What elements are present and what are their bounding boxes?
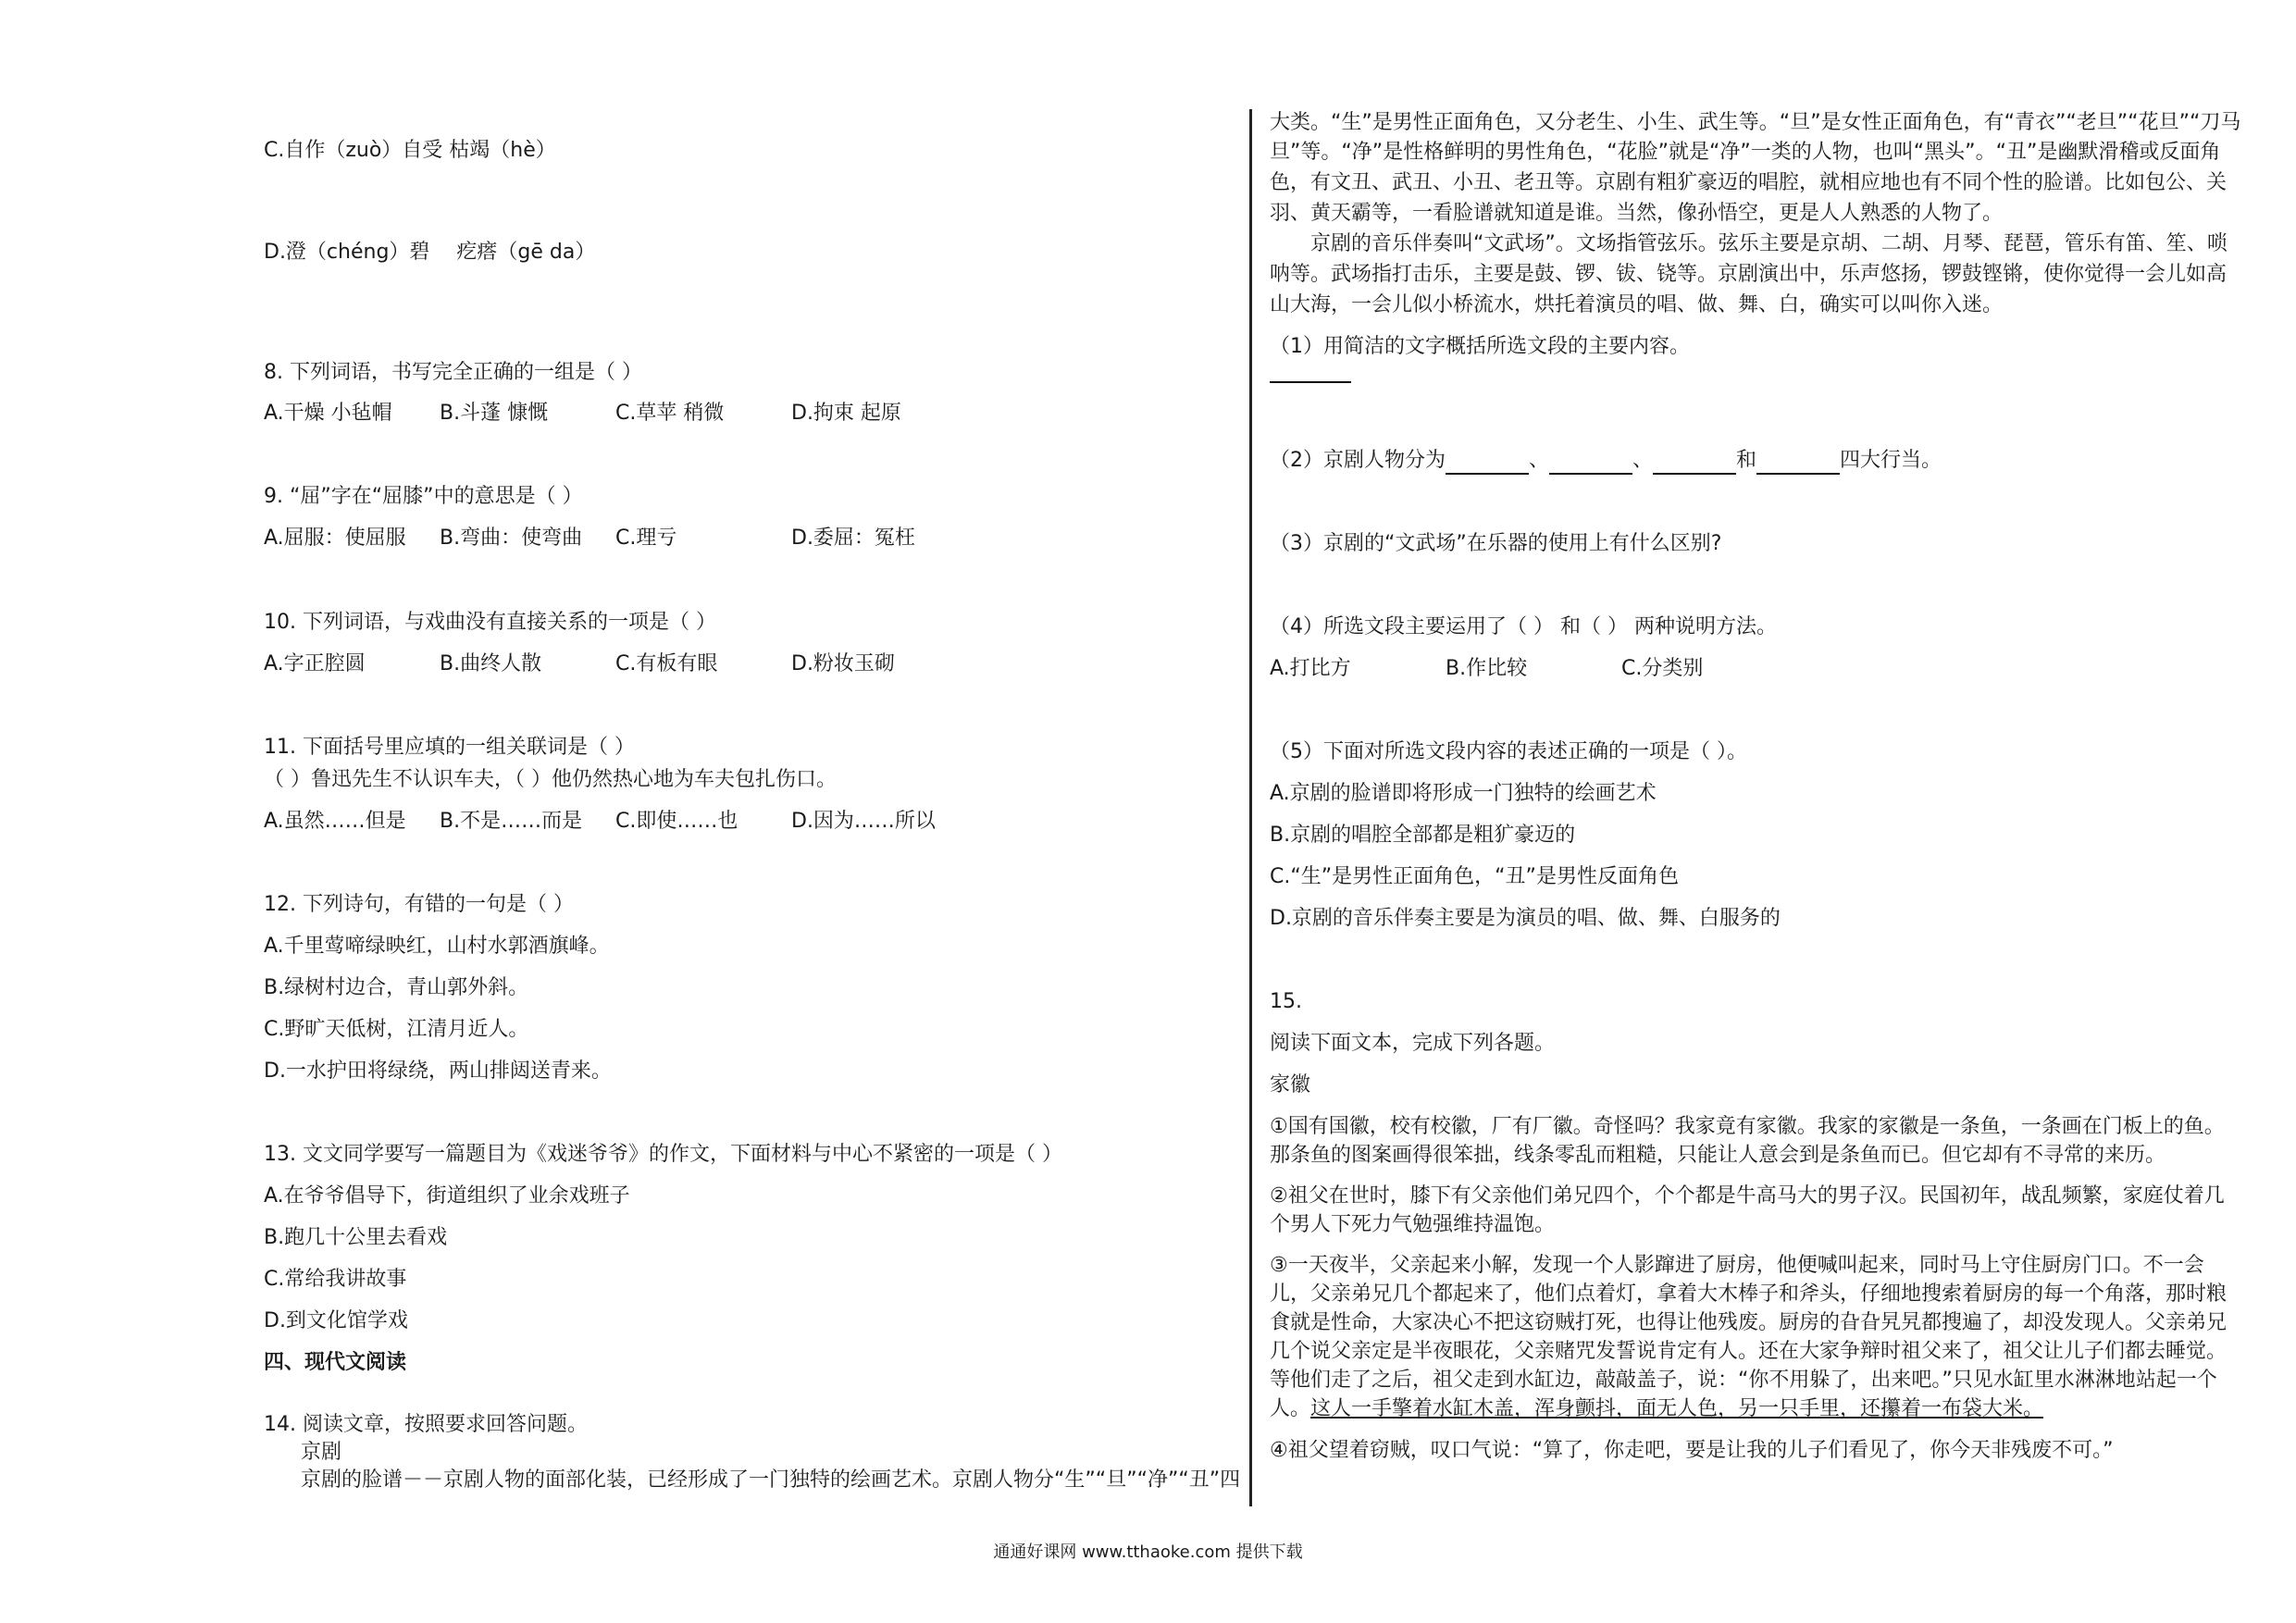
paragraph-3-line: ③一天夜半，父亲起来小解，发现一个人影蹿进了厨房，他便喊叫起来，同时马上守住厨房门口。不一会: [1270, 1254, 2204, 1277]
paragraph-4: ④祖父望着窃贼，叹口气说：“算了，你走吧，要是让我的儿子们看见了，你今天非残废不可。”: [1270, 1439, 2114, 1462]
sq5-option-d: D.京剧的音乐伴奏主要是为演员的唱、做、舞、白服务的: [1270, 907, 1781, 930]
subquestion-2: [1270, 447, 1942, 475]
q10-option-d: D.粉妆玉砌: [791, 652, 895, 675]
q12-option-a: A.千里莺啼绿映红，山村水郭酒旗峰。: [264, 935, 610, 958]
answer-blank-line[interactable]: [1270, 381, 1351, 383]
paragraph-3-line: 儿，父亲弟兄几个都起来了，他们点着灯，拿着大木棒子和斧头，仔细地搜索着厨房的每一个角落，那时粮: [1270, 1282, 2228, 1306]
q7-option-d: D.澄（chéng）碧 疙瘩（gē da）: [264, 241, 596, 264]
paragraph-3-last-line: [1270, 1395, 2043, 1423]
passage-line: 呐等。武场指打击乐，主要是鼓、锣、钹、铙等。京剧演出中，乐声悠扬，锣鼓铿锵，使你觉得一会儿如高: [1270, 263, 2228, 286]
answer-blank-4[interactable]: [1756, 454, 1840, 475]
passage-line: 色，有文丑、武丑、小丑、老丑等。京剧有粗犷豪迈的唱腔，就相应地也有不同个性的脸谱。比如包公、关: [1270, 171, 2228, 194]
q11-option-b: B.不是……而是: [440, 810, 583, 833]
q13-option-a: A.在爷爷倡导下，街道组织了业余戏班子: [264, 1184, 630, 1208]
q15-stem: 阅读下面文本，完成下列各题。: [1270, 1032, 1556, 1055]
answer-blank-3[interactable]: [1653, 454, 1736, 475]
q11-option-c: C.即使……也: [615, 810, 738, 833]
q9-option-d: D.委屈：冤枉: [791, 527, 915, 550]
sq5-option-c: C.“生”是男性正面角色，“丑”是男性反面角色: [1270, 865, 1679, 888]
subquestion-5: （5）下面对所选文段内容的表述正确的一项是（ ）。: [1270, 740, 1747, 763]
sq4-option-a: A.打比方: [1270, 657, 1351, 680]
q10-option-a: A.字正腔圆: [264, 652, 366, 675]
p3-last-plain: 人。: [1270, 1397, 1311, 1420]
q10-stem: 10. 下列词语，与戏曲没有直接关系的一项是（ ）: [264, 611, 716, 634]
q8-option-d: D.拘束 起原: [791, 402, 901, 425]
q10-option-c: C.有板有眼: [615, 652, 718, 675]
q15-number: 15.: [1270, 990, 1302, 1013]
paragraph-2-line: 个男人下死力气勉强维持温饱。: [1270, 1213, 1556, 1236]
q14-passage-line: 京剧的脸谱－－京剧人物的面部化装，已经形成了一门独特的绘画艺术。京剧人物分“生”“旦”“净”“丑”四: [301, 1468, 1241, 1492]
paragraph-3-line: 等他们走了之后，祖父走到水缸边，敲敲盖子，说：“你不用躲了，出来吧。”只见水缸里水淋淋地站起一个: [1270, 1369, 2217, 1392]
passage-line: 京剧的音乐伴奏叫“文武场”。文场指管弦乐。弦乐主要是京胡、二胡、月琴、琵琶，管乐有笛、笙、唢: [1270, 232, 2228, 255]
paragraph-3-line: 食就是性命，大家决心不把这窃贼打死，也得让他残废。厨房的旮旮旯旯都搜遍了，却没发现人。父亲弟兄: [1270, 1311, 2228, 1334]
q9-option-a: A.屈服：使屈服: [264, 527, 406, 550]
q8-option-a: A.干燥 小毡帽: [264, 402, 392, 425]
passage-line: 羽、黄天霸等，一看脸谱就知道是谁。当然，像孙悟空，更是人人熟悉的人物了。: [1270, 202, 2004, 225]
q11-sentence: （ ）鲁迅先生不认识车夫，（ ）他仍然热心地为车夫包扎伤口。: [264, 768, 837, 791]
sq2-separator: 、: [1529, 449, 1550, 472]
q12-option-b: B.绿树村边合，青山郭外斜。: [264, 976, 529, 999]
answer-blank-1[interactable]: [1446, 454, 1529, 475]
subquestion-3: （3）京剧的“文武场”在乐器的使用上有什么区别?: [1270, 532, 1722, 555]
q13-option-c: C.常给我讲故事: [264, 1268, 407, 1291]
q9-stem: 9. “屈”字在“屈膝”中的意思是（ ）: [264, 485, 583, 508]
q8-option-b: B.斗蓬 慷慨: [440, 402, 549, 425]
q8-stem: 8. 下列词语，书写完全正确的一组是（ ）: [264, 361, 642, 384]
q10-option-b: B.曲终人散: [440, 652, 542, 675]
p3-underlined-sentence: 这人一手擎着水缸木盖，浑身颤抖，面无人色，另一只手里，还攥着一布袋大米。: [1310, 1397, 2044, 1420]
q13-option-b: B.跑几十公里去看戏: [264, 1226, 448, 1249]
q7-option-c: C.自作（zuò）自受 枯竭（hè）: [264, 139, 556, 162]
answer-blank-2[interactable]: [1549, 454, 1632, 475]
q14-stem: 14. 阅读文章，按照要求回答问题。: [264, 1413, 588, 1436]
paragraph-3-line: 几个说父亲定是半夜眼花，父亲赌咒发誓说肯定有人。还在大家争辩时祖父来了，祖父让儿子们都去睡觉。: [1270, 1340, 2228, 1363]
passage-line: 大类。“生”是男性正面角色，又分老生、小生、武生等。“旦”是女性正面角色，有“青衣”“老旦”“花旦”“刀马: [1270, 111, 2241, 134]
paragraph-1-line: ①国有国徽，校有校徽，厂有厂徽。奇怪吗？我家竟有家徽。我家的家徽是一条鱼，一条画在门板上的鱼。: [1270, 1115, 2225, 1138]
q11-option-a: A.虽然……但是: [264, 810, 406, 833]
sq5-option-a: A.京剧的脸谱即将形成一门独特的绘画艺术: [1270, 782, 1657, 805]
passage-line: 旦”等。“净”是性格鲜明的男性角色，“花脸”就是“净”一类的人物，也叫“黑头”。“丑”是幽默滑稽或反面角: [1270, 141, 2221, 164]
sq4-option-b: B.作比较: [1446, 657, 1528, 680]
passage-line: 山大海，一会儿似小桥流水，烘托着演员的唱、做、舞、白，确实可以叫你入迷。: [1270, 293, 2004, 316]
q9-option-c: C.理亏: [615, 527, 677, 550]
q15-passage-title: 家徽: [1270, 1073, 1311, 1096]
sq2-separator: 、: [1632, 449, 1654, 472]
sq5-option-b: B.京剧的唱腔全部都是粗犷豪迈的: [1270, 824, 1576, 847]
sq4-option-c: C.分类别: [1621, 657, 1704, 680]
q11-stem: 11. 下面括号里应填的一组关联词是（ ）: [264, 736, 635, 759]
sq2-suffix: 四大行当。: [1840, 449, 1942, 472]
q8-option-c: C.草苹 稍微: [615, 402, 725, 425]
sq2-separator: 和: [1736, 449, 1757, 472]
q9-option-b: B.弯曲：使弯曲: [440, 527, 583, 550]
paragraph-2-line: ②祖父在世时，膝下有父亲他们弟兄四个，个个都是牛高马大的男子汉。民国初年，战乱频繁，家庭仗着几: [1270, 1184, 2225, 1208]
q11-option-d: D.因为……所以: [791, 810, 936, 833]
q12-option-c: C.野旷天低树，江清月近人。: [264, 1018, 529, 1041]
column-divider: [1249, 109, 1252, 1506]
sq2-prefix: （2）京剧人物分为: [1270, 449, 1446, 472]
q12-option-d: D.一水护田将绿绕，两山排闼送青来。: [264, 1059, 612, 1083]
section-heading-modern-reading: 四、现代文阅读: [264, 1351, 407, 1374]
paragraph-1-line: 那条鱼的图案画得很笨拙，线条零乱而粗糙，只能让人意会到是条鱼而已。但它却有不寻常的来历。: [1270, 1144, 2166, 1167]
q13-stem: 13. 文文同学要写一篇题目为《戏迷爷爷》的作文，下面材料与中心不紧密的一项是（ ）: [264, 1143, 1062, 1166]
q14-passage-title: 京剧: [301, 1441, 342, 1464]
q13-option-d: D.到文化馆学戏: [264, 1309, 408, 1332]
footer-credit: 通通好课网 www.tthaoke.com 提供下载: [993, 1542, 1303, 1562]
subquestion-1: （1）用简洁的文字概括所选文段的主要内容。: [1270, 335, 1690, 358]
subquestion-4: （4）所选文段主要运用了（ ） 和（ ） 两种说明方法。: [1270, 615, 1777, 638]
q12-stem: 12. 下列诗句，有错的一句是（ ）: [264, 893, 574, 916]
